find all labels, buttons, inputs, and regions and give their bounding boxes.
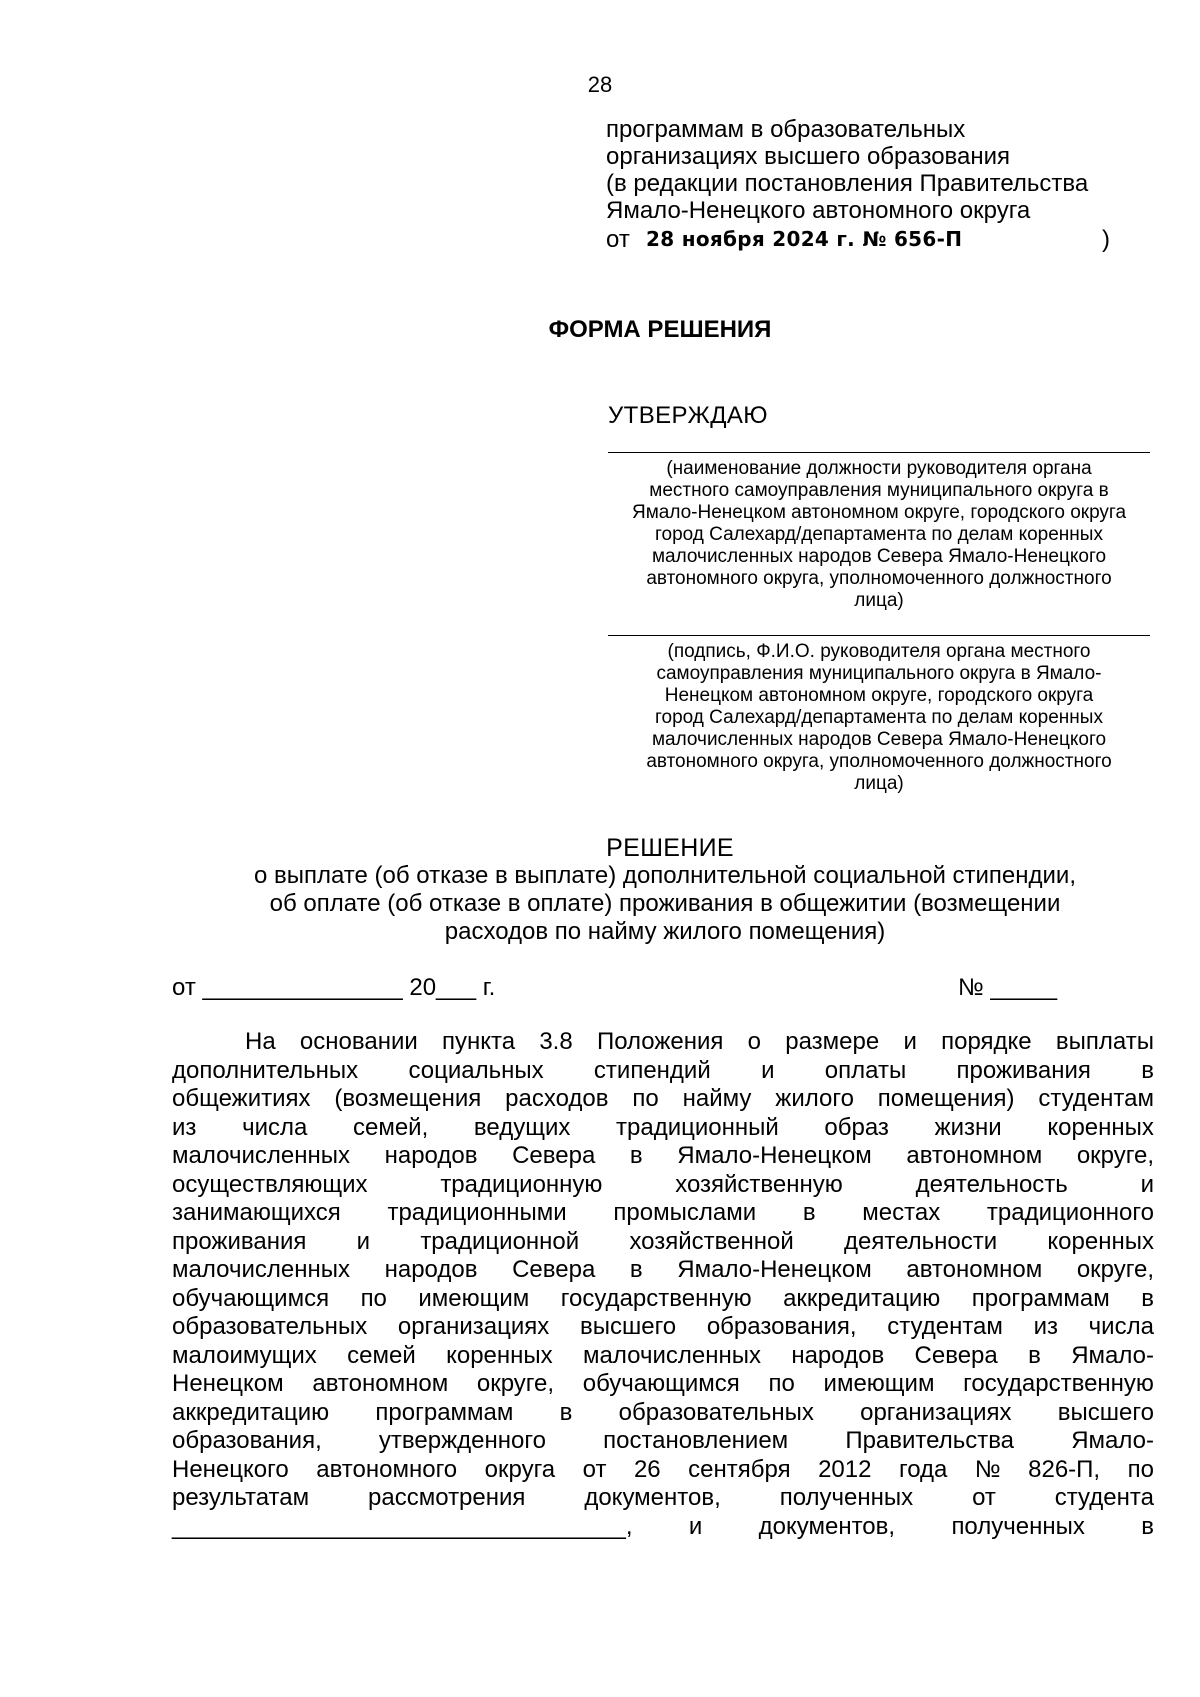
amendment-reference [606,224,1166,251]
page-number: 28 [587,72,613,97]
caption-line: Ямало-Ненецком автономном округе, городского округа [631,502,1127,523]
subtitle-line: расходов по найму жилого помещения) [444,918,886,945]
body-line: общежитиях (возмещения расходов по найму жилого помещения) студентам [172,1085,1154,1112]
amendment-stamp: 28 ноября 2024 г. № 656-П [646,227,963,251]
date-field: от _______________ 20___ г. [172,974,496,1001]
body-line: __________________________________, и документов, полученных в [172,1512,1154,1540]
decision-subtitle [170,862,1160,946]
signature-caption [608,641,1150,795]
form-title: ФОРМА РЕШЕНИЯ [548,316,772,343]
body-line: образовательных организациях высшего образования, студентам из числа [172,1313,1154,1340]
amendment-prefix: от [606,226,630,253]
caption-line: Ненецком автономном округе, городского округа [664,685,1094,706]
appendix-header [606,116,1166,251]
header-line: программам в образовательных [606,116,966,143]
body-line: аккредитацию программам в образовательных организациях высшего [172,1398,1154,1426]
caption-line: (подпись, Ф.И.О. руководителя органа местного [667,641,1091,662]
caption-line: город Салехард/департамента по делам коренных [655,707,1103,728]
caption-line: малочисленных народов Севера Ямало-Ненецкого [651,546,1107,567]
body-line: малочисленных народов Севера в Ямало-Ненецком автономном округе, [172,1256,1154,1283]
body-line: На основании пункта 3.8 Положения о размере и порядке выплаты [245,1028,1154,1055]
number-field: № _____ [958,974,1058,1001]
amendment-suffix: ) [1102,226,1110,253]
body-line: Ненецком автономном округе, обучающимся по имеющим государственную [172,1370,1154,1397]
body-line: осуществляющих традиционную хозяйственную деятельность и [172,1170,1154,1198]
body-line: занимающихся традиционными промыслами в местах традиционного [172,1199,1154,1226]
header-line: Ямало-Ненецкого автономного округа [606,197,1031,224]
caption-line: лица) [854,590,904,611]
body-line: из числа семей, ведущих традиционный образ жизни коренных [172,1113,1154,1141]
caption-line: местного самоуправления муниципального округа в [649,480,1109,501]
subtitle-line: о выплате (об отказе в выплате) дополнительной социальной стипендии, [253,862,1077,889]
caption-line: автономного округа, уполномоченного должностного [646,568,1112,589]
header-line: организациях высшего образования [606,143,1011,170]
caption-line: автономного округа, уполномоченного должностного [646,751,1112,772]
decision-title: РЕШЕНИЕ [606,834,734,862]
date-number-row [172,974,1072,1004]
caption-line: (наименование должности руководителя органа [666,458,1092,479]
caption-line: город Салехард/департамента по делам коренных [655,524,1103,545]
caption-line: лица) [854,773,904,794]
signature-blank-line [608,635,1150,636]
position-blank-line [608,452,1150,453]
header-line: (в редакции постановления Правительства [606,170,1089,197]
body-line: малоимущих семей коренных малочисленных народов Севера в Ямало- [172,1341,1154,1369]
body-line: проживания и традиционной хозяйственной деятельности коренных [172,1227,1154,1255]
caption-line: самоуправления муниципального округа в Ямало- [656,663,1102,684]
body-line: обучающимся по имеющим государственную аккредитацию программам в [172,1284,1154,1312]
body-line: малочисленных народов Севера в Ямало-Ненецком автономном округе, [172,1142,1154,1169]
caption-line: малочисленных народов Севера Ямало-Ненецкого [651,729,1107,750]
body-line: результатам рассмотрения документов, полученных от студента [172,1484,1154,1511]
subtitle-line: об оплате (об отказе в оплате) проживания в общежитии (возмещении [269,890,1061,917]
body-paragraph [172,1028,1154,1541]
body-line: образования, утвержденного постановлением Правительства Ямало- [172,1427,1154,1454]
body-line: Ненецкого автономного округа от 26 сентября 2012 года № 826-П, по [172,1455,1154,1483]
body-line: дополнительных социальных стипендий и оплаты проживания в [172,1056,1154,1084]
position-caption [608,458,1150,612]
approve-label: УТВЕРЖДАЮ [608,402,768,429]
